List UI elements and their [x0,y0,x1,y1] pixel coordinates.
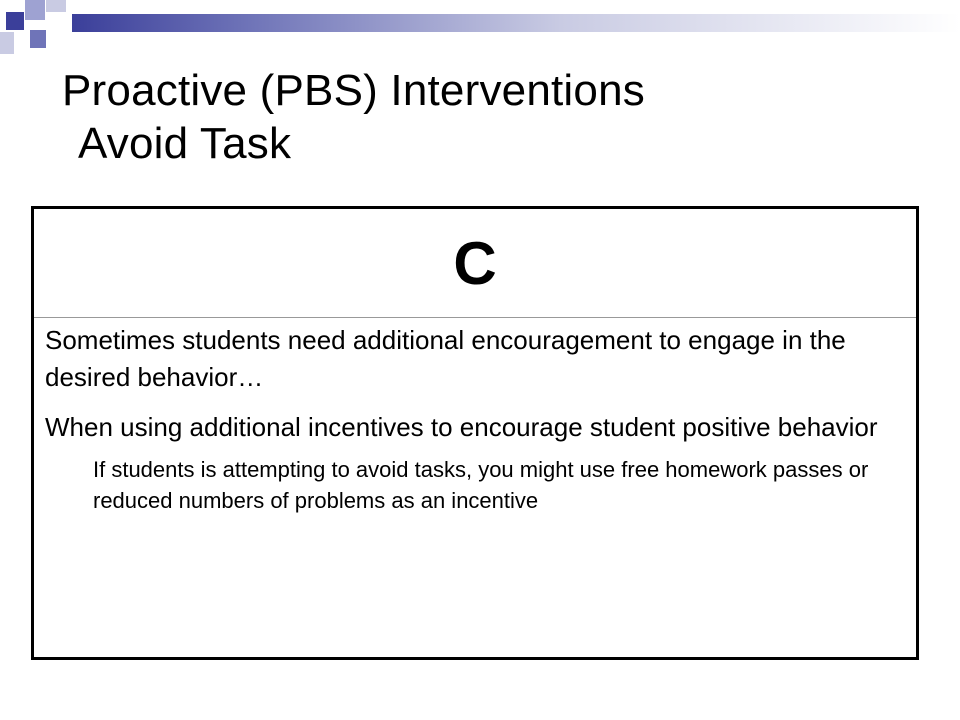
box-header: C [34,209,916,318]
decorative-square [46,0,66,12]
decorative-square [25,0,45,20]
sub-paragraph: If students is attempting to avoid tasks, you might use free homework passes or reduced numbers of problems as an incentive [93,457,869,513]
paragraph: Sometimes students need additional encouragement to engage in the desired behavior… [45,325,846,392]
header-bar [72,14,960,32]
paragraph: When using additional incentives to encourage student positive behavior [45,412,878,442]
decorative-square [30,30,46,48]
decorative-square [0,32,14,54]
title-line-1: Proactive (PBS) Interventions [62,66,645,115]
box-body [34,318,916,516]
content-box [31,206,919,660]
title-line-2: Avoid Task [78,119,292,168]
decorative-square [6,12,24,30]
slide-title [62,64,645,170]
